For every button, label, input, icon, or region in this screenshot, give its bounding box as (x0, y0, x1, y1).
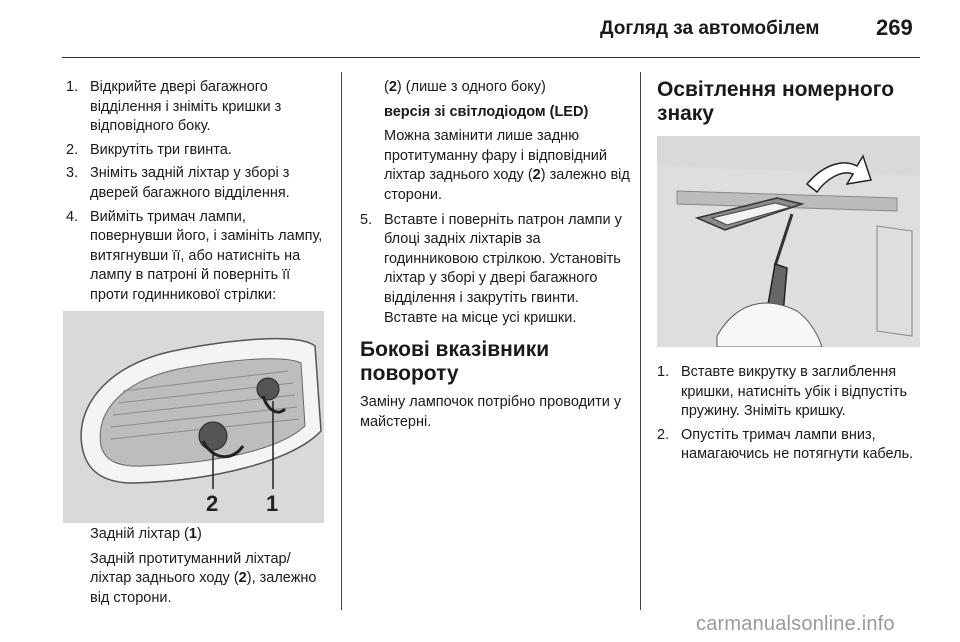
screwdriver-illustration (657, 136, 920, 347)
steps-list-left (66, 78, 331, 306)
list-item: 1. Відкрийте двері багажного відділення і зніміть кришки з відповідного боку. (66, 79, 282, 135)
led-subheading: версія зі світлодіодом (LED) (384, 103, 589, 120)
tail-light-figure (63, 311, 324, 523)
middle-column: (2) (лише з одного боку) версія зі світлодіодом (LED) Можна замінити лише задню протитуманну фару і відповідний ліхтар заднього ходу (2) залежно від сторони. 5. Вставте і поверніть патрон лампи у блоці задніх ліхтарів за годинниковою стрілкою. Установіть ліхтар у зборі у двері багажного відділення і закрутіть гвинти. Вставте на місце усі кришки. Бокові вказівники повороту Заміну лампочок потрібно проводити у майстерні. (360, 78, 630, 437)
steps-list-right (657, 363, 922, 465)
header-rule (62, 57, 920, 58)
license-plate-light-figure (657, 136, 920, 347)
list-item: 5. Вставте і поверніть патрон лампи у блоці задніх ліхтарів за годинниковою стрілкою. Установіть ліхтар у зборі у двері багажного відділення і закрутіть гвинти. Вставте на місце усі кришки. (360, 211, 622, 326)
steps-list-middle (360, 211, 630, 329)
list-item: 1. Вставте викрутку в заглиблення кришки, натисніть убік і відпустіть пружину. Зніміть кришку. (657, 364, 908, 420)
list-item: 3. Зніміть задній ліхтар у зборі з дверей багажного відділення. (66, 165, 290, 201)
list-item: 4. Вийміть тримач лампи, повернувши його, і замініть лампу, витягнувши її, або натисніть на лампу в патроні й поверніть її проти годинникової стрілки: (66, 208, 323, 303)
figure-label-1: 1 (266, 491, 279, 516)
list-item: 2. Викрутіть три гвинта. (66, 141, 232, 158)
turn-signals-text: Заміну лампочок потрібно проводити у майстерні. (360, 394, 622, 430)
list-item: 2. Опустіть тримач лампи вниз, намагаючись не потягнути кабель. (657, 426, 914, 463)
column-divider-2 (640, 72, 641, 610)
left-column (66, 78, 331, 310)
page-number: 269 (876, 15, 913, 40)
right-steps (657, 363, 922, 469)
tail-light-caption: Задній ліхтар (1) Задній протитуманний ліхтар/ ліхтар заднього ходу (2), залежно від сторони. (90, 526, 317, 606)
tail-light-illustration (63, 311, 324, 523)
section-title-plate-light: Освітлення номерного знаку (657, 78, 895, 125)
watermark-url: carmanualsonline.info (696, 613, 895, 635)
right-column (657, 78, 927, 126)
section-title-turn-signals: Бокові вказівники повороту (360, 338, 550, 386)
figure-label-2: 2 (206, 491, 219, 516)
column-divider-1 (341, 72, 342, 610)
running-header-title: Догляд за автомобілем (600, 18, 820, 39)
